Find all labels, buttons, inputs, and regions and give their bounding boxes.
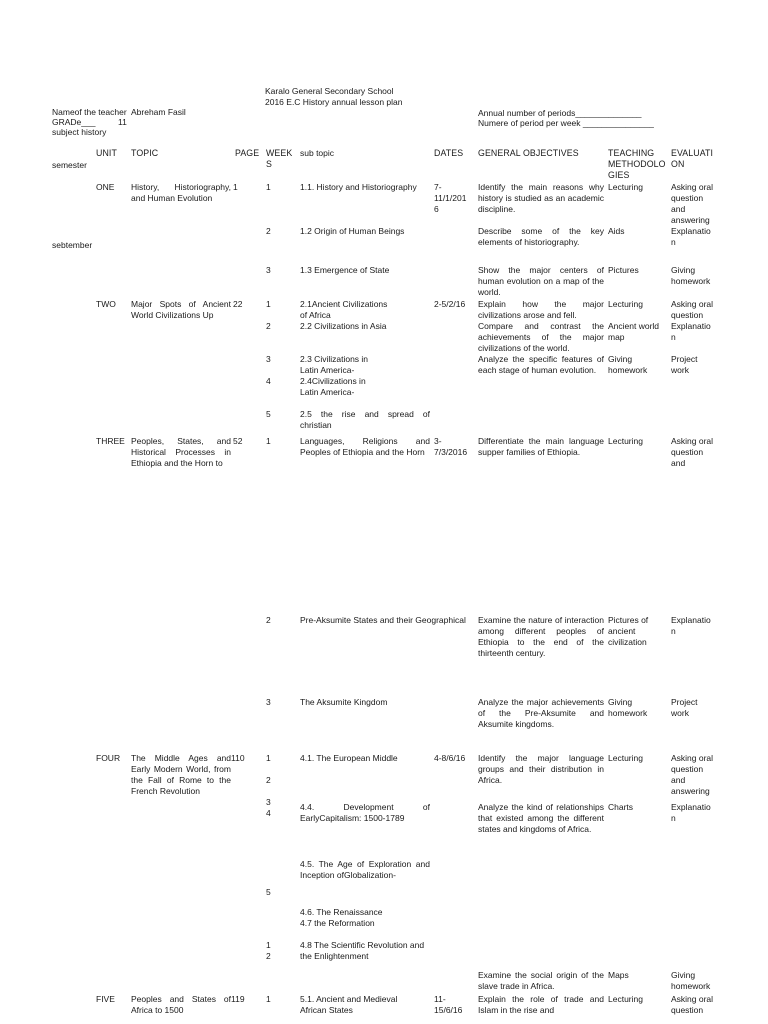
unit-five-topic: Peoples and States of Africa to 1500 (131, 994, 231, 1015)
unit-one-eval-2: Explanatio n (671, 226, 711, 247)
unit-four-topic: The Middle Ages and Early Modern World, from the Fall of Rome to the French Revolution (131, 753, 231, 796)
unit-five-eval-1: Asking oral question (671, 994, 714, 1015)
unit-two: TWO (96, 299, 116, 309)
unit-two-eval-2: Explanatio n (671, 321, 711, 342)
unit-four-subtopic-4: 4.6. The Renaissance 4.7 the Reformation (300, 907, 383, 928)
school-name: Karalo General Secondary School (265, 86, 394, 96)
unit-three-subtopic-3: The Aksumite Kingdom (300, 697, 388, 707)
grade-value: 11 (118, 117, 127, 127)
col-page: PAGE (235, 148, 260, 158)
unit-three-objective-1: Differentiate the main language supper families of Ethiopia. (478, 436, 604, 457)
unit-three-eval-1: Asking oral question and (671, 436, 714, 468)
unit-four: FOUR (96, 753, 121, 763)
unit-one-subtopic-1: 1.1. History and Historiography (300, 182, 417, 192)
unit-three-eval-2: Explanatio n (671, 615, 711, 636)
unit-two-subtopic-4: 2.4Civilizations in Latin America- (300, 376, 366, 397)
unit-three: THREE (96, 436, 125, 446)
unit-one-subtopic-2: 1.2 Origin of Human Beings (300, 226, 405, 236)
unit-two-topic: Major Spots of Ancient World Civilizations Up (131, 299, 231, 320)
col-topic: TOPIC (131, 148, 159, 158)
unit-three-week-2: 2 (266, 615, 271, 625)
unit-four-objective-2: Analyze the kind of relationships that existed among the different states and kingdoms of Africa. (478, 802, 604, 834)
unit-three-subtopic-1: Languages, Religions and Peoples of Ethiopia and the Horn (300, 436, 430, 457)
teacher-label: Nameof the teacher (52, 107, 127, 117)
col-subtopic: sub topic (300, 148, 335, 158)
unit-two-objective-2: Compare and contrast the achievements of the major civilizations of the world. (478, 321, 604, 353)
unit-two-subtopic-3: 2.3 Civilizations in Latin America- (300, 354, 369, 375)
unit-four-weeks-b: 1 2 (266, 940, 271, 961)
col-semester: semester (52, 160, 87, 170)
unit-four-method-6: Maps (608, 970, 629, 980)
col-methods: TEACHING METHODOLO GIES (608, 148, 666, 180)
unit-four-objective-1: Identify the major language groups and their distribution in Africa. (478, 753, 604, 785)
unit-five-objective-1: Explain the role of trade and Islam in the rise and (478, 994, 604, 1015)
unit-five-week-1: 1 (266, 994, 271, 1004)
unit-four-subtopic-1: 4.1. The European Middle (300, 753, 398, 763)
unit-two-method-1: Lecturing (608, 299, 643, 309)
unit-five-method-1: Lecturing (608, 994, 643, 1004)
unit-one-week-3: 3 (266, 265, 271, 275)
unit-five: FIVE (96, 994, 115, 1004)
unit-three-eval-3: Project work (671, 697, 698, 718)
unit-one-subtopic-3: 1.3 Emergence of State (300, 265, 390, 275)
unit-two-method-3: Giving homework (608, 354, 648, 375)
unit-two-week-5: 5 (266, 409, 271, 419)
unit-four-subtopic-3: 4.5. The Age of Exploration and Inception ofGlobalization- (300, 859, 430, 880)
unit-one-objective-3: Show the major centers of human evolution on a map of the world. (478, 265, 604, 297)
unit-one-page: 1 (233, 182, 238, 192)
unit-two-subtopic-2: 2.2 Civilizations in Asia (300, 321, 387, 331)
unit-one-date: 7- 11/1/201 6 (434, 182, 467, 214)
unit-one-eval-1: Asking oral question and answering (671, 182, 714, 225)
unit-one-eval-3: Giving homework (671, 265, 711, 286)
unit-two-week-1: 1 (266, 299, 271, 309)
unit-three-method-2: Pictures of ancient civilization (608, 615, 649, 647)
periods-per-week: Numere of period per week _______________ (478, 118, 654, 128)
unit-two-date: 2-5/2/16 (434, 299, 466, 309)
unit-two-eval-1: Asking oral question (671, 299, 714, 320)
unit-three-objective-2: Examine the nature of interaction among different peoples of Ethiopia to the end of the thirteenth century. (478, 615, 604, 658)
unit-four-eval-2: Explanatio n (671, 802, 711, 823)
unit-three-method-3: Giving homework (608, 697, 648, 718)
unit-three-week-1: 1 (266, 436, 271, 446)
unit-one-topic: History, Historiography, and Human Evolution (131, 182, 231, 203)
unit-five-page: 119 (231, 994, 245, 1004)
unit-two-eval-3: Project work (671, 354, 698, 375)
annual-periods: Annual number of periods______________ (478, 108, 642, 118)
unit-two-subtopic-1: 2.1Ancient Civilizations of Africa (300, 299, 388, 320)
unit-one-method-1: Lecturing (608, 182, 643, 192)
unit-three-date: 3- 7/3/2016 (434, 436, 468, 457)
col-unit: UNIT (96, 148, 117, 158)
unit-two-week-4: 4 (266, 376, 271, 386)
unit-three-page: 52 (233, 436, 243, 446)
unit-two-method-2: Ancient world map (608, 321, 660, 342)
unit-three-method-1: Lecturing (608, 436, 643, 446)
unit-four-subtopic-2: 4.4. Development of EarlyCapitalism: 1500-1789 (300, 802, 430, 823)
unit-four-method-2: Charts (608, 802, 634, 812)
unit-two-objective-3: Analyze the specific features of each stage of human evolution. (478, 354, 604, 375)
unit-four-week-5: 5 (266, 887, 271, 897)
unit-four-page: 110 (231, 753, 245, 763)
unit-three-subtopic-2: Pre-Aksumite States and their Geographical (300, 615, 466, 625)
unit-two-week-3: 3 (266, 354, 271, 364)
unit-one-week-1: 1 (266, 182, 271, 192)
unit-one-method-3: Pictures (608, 265, 639, 275)
unit-two-objective-1: Explain how the major civilizations arose and fell. (478, 299, 604, 320)
unit-one: ONE (96, 182, 115, 192)
subject-label: subject history (52, 127, 107, 137)
unit-four-weeks-a: 1 2 3 4 (266, 753, 271, 818)
unit-three-objective-3: Analyze the major achievements of the Pre-Aksumite and Aksumite kingdoms. (478, 697, 604, 729)
unit-two-page: 22 (233, 299, 243, 309)
col-weeks: WEEK S (266, 148, 293, 169)
col-evaluation: EVALUATI ON (671, 148, 714, 169)
unit-two-week-2: 2 (266, 321, 271, 331)
unit-five-date: 11- 15/6/16 (434, 994, 463, 1015)
unit-one-method-2: Aids (608, 226, 625, 236)
semester-month: sebtember (52, 240, 93, 250)
col-objectives: GENERAL OBJECTIVES (478, 148, 579, 158)
teacher-name: Abreham Fasil (131, 107, 186, 117)
unit-one-objective-1: Identify the main reasons why history is studied as an academic discipline. (478, 182, 604, 214)
unit-four-date: 4-8/6/16 (434, 753, 466, 763)
unit-three-topic: Peoples, States, and Historical Processes in Ethiopia and the Horn to (131, 436, 231, 468)
col-dates: DATES (434, 148, 464, 158)
plan-title: 2016 E.C History annual lesson plan (265, 97, 403, 107)
unit-one-objective-2: Describe some of the key elements of historiography. (478, 226, 604, 247)
grade-label: GRADe___ (52, 117, 96, 127)
unit-four-method-1: Lecturing (608, 753, 643, 763)
unit-two-subtopic-5: 2.5 the rise and spread of christian (300, 409, 430, 430)
unit-four-eval-1: Asking oral question and answering (671, 753, 714, 796)
unit-four-objective-6: Examine the social origin of the slave trade in Africa. (478, 970, 604, 991)
unit-one-week-2: 2 (266, 226, 271, 236)
unit-three-week-3: 3 (266, 697, 271, 707)
unit-four-eval-6: Giving homework (671, 970, 711, 991)
unit-four-subtopic-5: 4.8 The Scientific Revolution and the Enlightenment (300, 940, 425, 961)
unit-five-subtopic-1: 5.1. Ancient and Medieval African States (300, 994, 398, 1015)
